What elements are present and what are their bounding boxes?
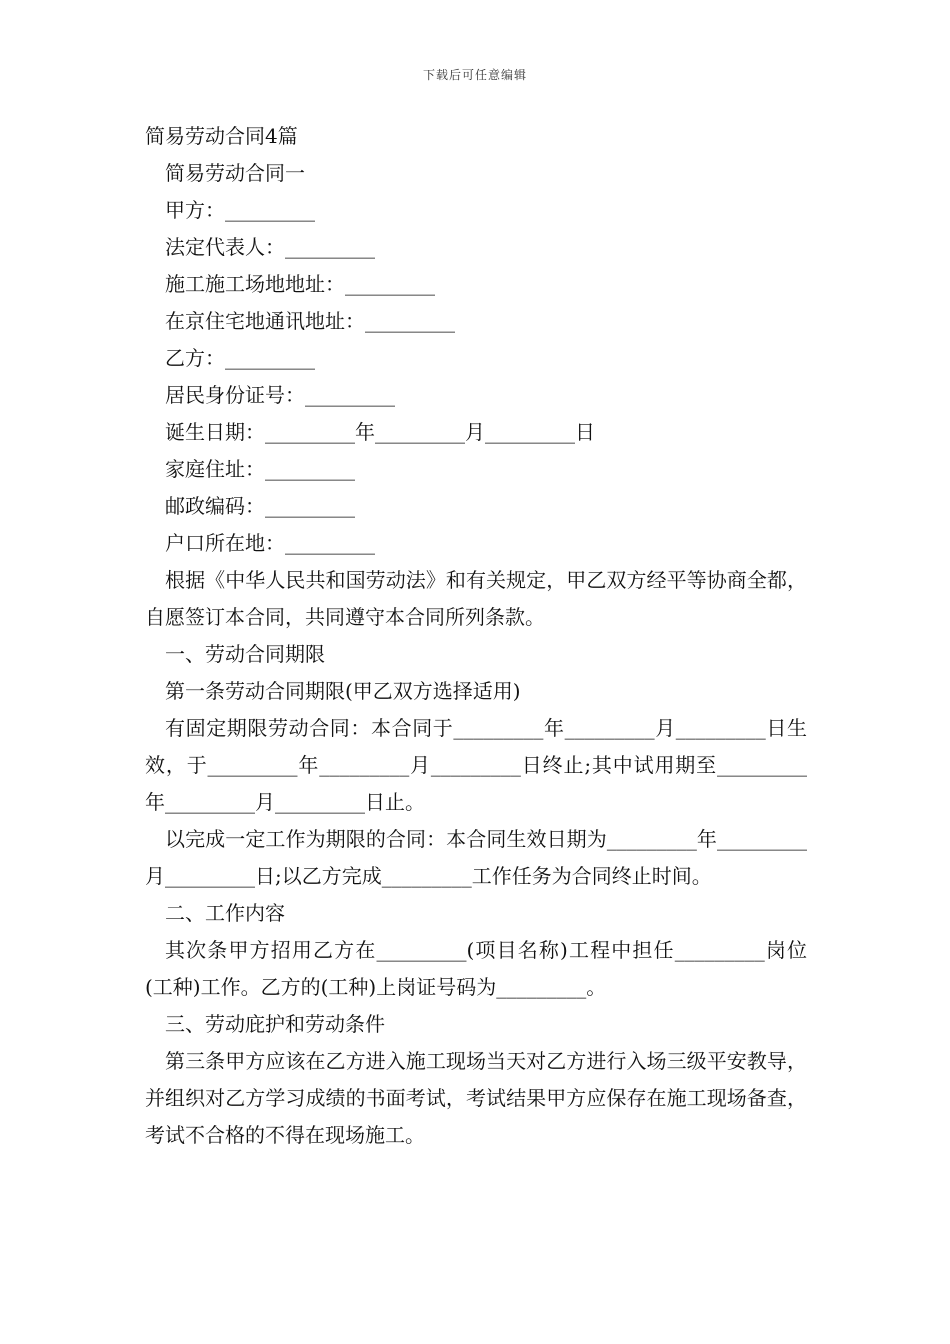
work-content-paragraph: 其次条甲方招用乙方在_________(项目名称)工程中担任_________岗位(工种)工作。乙方的(工种)上岗证号码为_________。 <box>145 938 807 999</box>
legal-representative-field: 法定代表人：_________ <box>165 235 375 259</box>
id-number-field: 居民身份证号：_________ <box>165 383 395 407</box>
section-heading-term: 一、劳动合同期限 <box>165 642 325 666</box>
document-title: 简易劳动合同4篇 <box>145 124 298 148</box>
intro-paragraph: 根据《中华人民共和国劳动法》和有关规定，甲乙双方经平等协商全都，自愿签订本合同，共同遵守本合同所列条款。 <box>145 568 807 629</box>
party-a-field: 甲方：_________ <box>165 198 315 222</box>
home-address-field: 家庭住址：_________ <box>165 457 355 481</box>
party-b-field: 乙方：_________ <box>165 346 315 370</box>
contract-subtitle: 简易劳动合同一 <box>165 161 305 185</box>
document-body <box>145 118 807 1154</box>
task-term-paragraph: 以完成一定工作为期限的合同：本合同生效日期为_________年_________月_________日;以乙方完成_________工作任务为合同终止时间。 <box>145 827 807 888</box>
beijing-address-field: 在京住宅地通讯地址：_________ <box>165 309 455 333</box>
postal-code-field: 邮政编码：_________ <box>165 494 355 518</box>
header-note: 下载后可任意编辑 <box>422 68 527 82</box>
article-heading-term: 第一条劳动合同期限(甲乙双方选择适用) <box>165 679 521 703</box>
birth-date-field: 诞生日期：_________年_________月_________日 <box>165 420 595 444</box>
safety-education-paragraph: 第三条甲方应该在乙方进入施工现场当天对乙方进行入场三级平安教导，并组织对乙方学习成绩的书面考试，考试结果甲方应保存在施工现场备查，考试不合格的不得在现场施工。 <box>145 1049 807 1147</box>
section-heading-work: 二、工作内容 <box>165 901 285 925</box>
section-heading-protection: 三、劳动庇护和劳动条件 <box>165 1012 385 1036</box>
fixed-term-paragraph: 有固定期限劳动合同：本合同于_________年_________月_________日生效，于_________年_________月_________日终止;其中试用期至_________年_________月_________日止。 <box>145 716 807 814</box>
site-address-field: 施工施工场地地址：_________ <box>165 272 435 296</box>
household-registration-field: 户口所在地：_________ <box>165 531 375 555</box>
